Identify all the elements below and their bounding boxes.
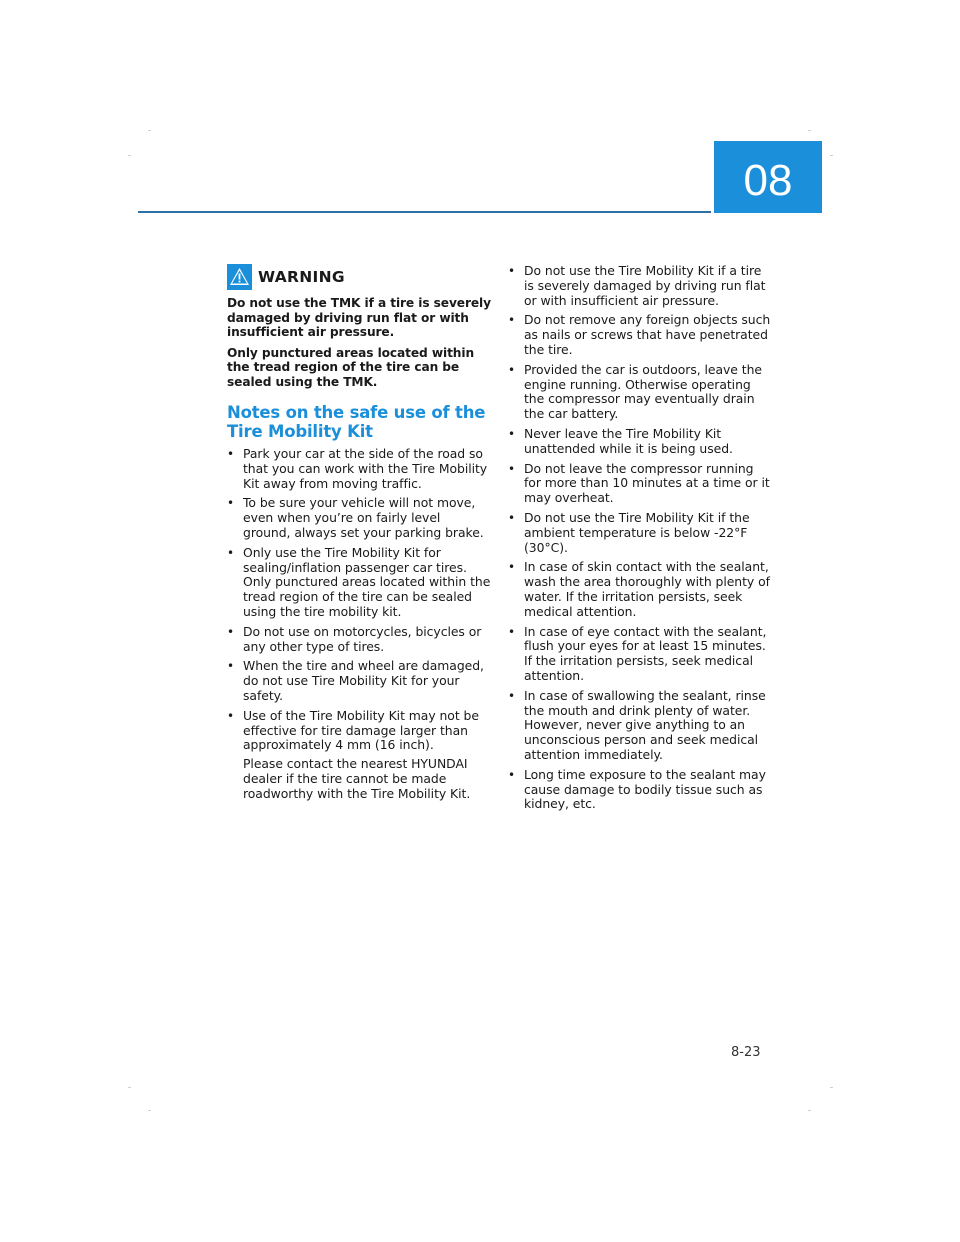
crop-mark: [808, 1110, 811, 1111]
warning-paragraph: Do not use the TMK if a tire is severely damaged by driving run flat or with insufficient air pressure.: [227, 296, 491, 339]
crop-mark: [808, 130, 811, 131]
page-number: 8-23: [731, 1045, 761, 1060]
right-bullet-list: [508, 264, 772, 812]
list-item-text: Use of the Tire Mobility Kit may not be effective for tire damage larger than approximately 4 mm (16 inch).: [243, 707, 479, 753]
list-item: • Only use the Tire Mobility Kit for sealing/inflation passenger car tires. Only punctured areas located within the tread region of the tire can be sealed using the tire mobility kit.: [227, 546, 491, 620]
list-item: • Do not use on motorcycles, bicycles or any other type of tires.: [227, 625, 491, 655]
list-item: [227, 709, 491, 802]
warning-paragraph: Only punctured areas located within the tread region of the tire can be sealed using the TMK.: [227, 345, 475, 389]
warning-header: [227, 262, 491, 292]
crop-mark: [128, 1087, 131, 1088]
list-item: • In case of eye contact with the sealant, flush your eyes for at least 15 minutes. If the irritation persists, seek medical attention.: [508, 625, 772, 684]
chapter-number: 08: [743, 156, 793, 205]
right-column: [508, 264, 772, 817]
list-item: • Park your car at the side of the road so that you can work with the Tire Mobility Kit away from moving traffic.: [227, 447, 491, 491]
crop-mark: [830, 1087, 833, 1088]
list-item: • Do not remove any foreign objects such as nails or screws that have penetrated the tire.: [508, 313, 772, 357]
list-item: • Do not use the Tire Mobility Kit if a tire is severely damaged by driving run flat or with insufficient air pressure.: [508, 264, 772, 308]
list-item: • Do not leave the compressor running for more than 10 minutes at a time or it may overheat.: [508, 462, 772, 506]
crop-mark: [830, 155, 833, 156]
list-item: • Provided the car is outdoors, leave the engine running. Otherwise operating the compressor may eventually drain the car battery.: [508, 363, 772, 422]
list-item: • To be sure your vehicle will not move, even when you’re on fairly level ground, always set your parking brake.: [227, 496, 491, 540]
section-title: Notes on the safe use of the Tire Mobility Kit: [227, 403, 486, 441]
list-item: • In case of skin contact with the sealant, wash the area thoroughly with plenty of water. If the irritation persists, seek medical attention.: [508, 560, 772, 619]
left-bullet-list: [227, 447, 491, 802]
warning-title: WARNING: [258, 268, 345, 286]
list-item: • In case of swallowing the sealant, rinse the mouth and drink plenty of water. However, never give anything to an unconscious person and seek medical attention immediately.: [508, 689, 772, 763]
left-column: [227, 262, 491, 807]
warning-triangle-icon: [227, 264, 252, 290]
crop-mark: [128, 155, 131, 156]
list-item-note: Please contact the nearest HYUNDAI dealer if the tire cannot be made roadworthy with the Tire Mobility Kit.: [243, 756, 471, 801]
list-item: • When the tire and wheel are damaged, do not use Tire Mobility Kit for your safety.: [227, 659, 491, 703]
crop-mark: [148, 130, 151, 131]
crop-mark: [148, 1110, 151, 1111]
list-item: • Never leave the Tire Mobility Kit unattended while it is being used.: [508, 427, 772, 457]
list-item: • Long time exposure to the sealant may cause damage to bodily tissue such as kidney, etc.: [508, 768, 772, 812]
chapter-tab: [714, 141, 822, 213]
header-rule: [138, 211, 711, 213]
list-item: • Do not use the Tire Mobility Kit if the ambient temperature is below -22°F (30°C).: [508, 511, 772, 555]
